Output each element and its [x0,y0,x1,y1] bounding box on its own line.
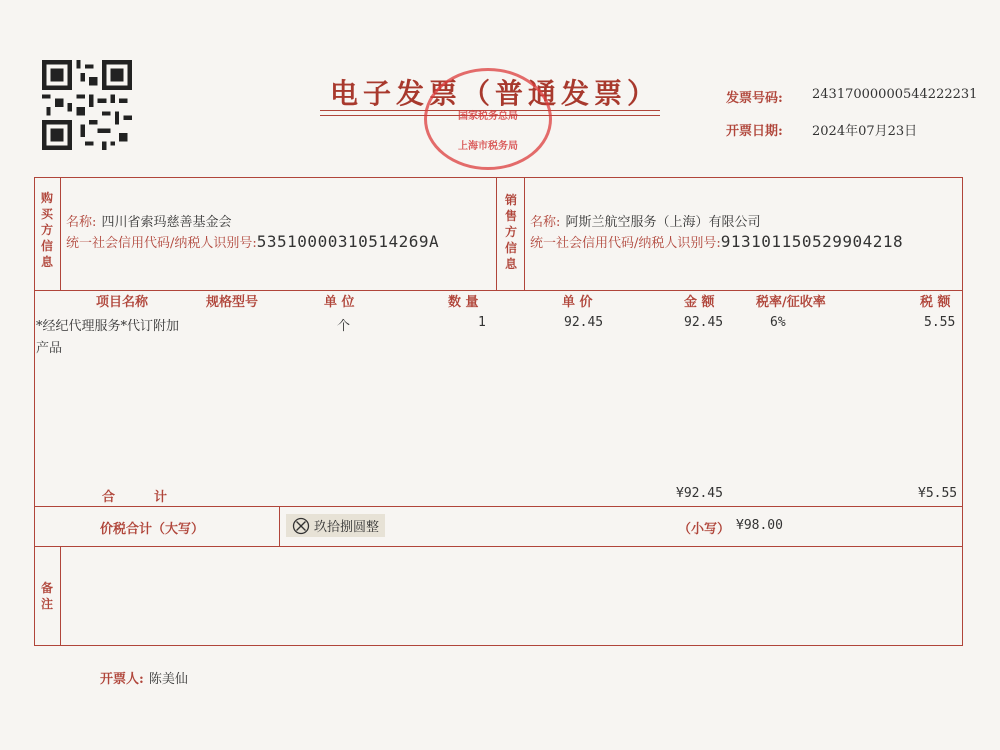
issue-date-label: 开票日期: [726,124,783,139]
seller-name-label: 名称: [530,215,561,230]
buyer-name-label: 名称: [66,215,97,230]
item-tax: 5.55 [924,315,956,330]
grand-total-small-label: （小写） [678,522,731,537]
issuer-name: 陈美仙 [148,672,188,687]
buyer-taxid-label: 统一社会信用代码/纳税人识别号: [66,236,257,251]
divider [496,177,497,290]
divider [279,506,280,546]
divider [34,506,963,507]
col-unit: 单 位 [324,295,355,310]
item-tax-rate: 6% [770,315,786,330]
issue-date: 2024年07月23日 [812,124,918,139]
col-spec: 规格型号 [206,295,259,310]
item-amount: 92.45 [684,315,724,330]
cross-circle-icon [292,517,310,535]
item-qty: 1 [478,315,486,330]
buyer-name-row [66,211,232,230]
seller-taxid-label: 统一社会信用代码/纳税人识别号: [530,236,721,251]
item-unit: 个 [337,319,351,334]
seller-section-label: 销售方信息 [504,193,517,271]
col-price: 单 价 [562,295,593,310]
grand-total-words: 玖拾捌圆整 [314,520,380,535]
total-label: 合 计 [102,490,168,505]
total-amount: ¥92.45 [676,486,723,501]
seller-name-row [530,211,761,230]
issuer-row [100,668,188,687]
col-tax: 税 额 [920,295,951,310]
buyer-taxid: 53510000310514269A [256,232,440,251]
qr-code [42,60,132,150]
item-name-line1: *经纪代理服务*代订附加 [36,319,180,334]
divider [60,177,61,290]
divider [34,546,963,547]
divider [524,177,525,290]
seller-taxid-row [530,232,903,251]
item-name-line2: 产品 [36,341,63,356]
invoice-number-label: 发票号码: [726,91,783,106]
grand-total-small: ¥98.00 [736,518,783,533]
col-tax-rate: 税率/征收率 [756,295,826,310]
seller-taxid: 913101150529904218 [720,232,904,251]
invoice-title: 电子发票（普通发票） [330,77,661,110]
col-item-name: 项目名称 [96,295,149,310]
item-price: 92.45 [564,315,604,330]
total-tax: ¥5.55 [918,486,958,501]
col-amount: 金 额 [684,295,715,310]
divider [60,546,61,646]
tax-bureau-seal: 国家税务总局 上海市税务局 [424,68,552,170]
remarks-label: 备注 [40,581,53,611]
grand-total-words-box [286,514,385,537]
issuer-label: 开票人: [100,672,144,687]
invoice-number: 24317000000544222231 [812,87,978,102]
buyer-name: 四川省索玛慈善基金会 [101,215,232,230]
buyer-taxid-row [66,232,439,251]
grand-total-label: 价税合计（大写） [100,522,205,537]
seller-name: 阿斯兰航空服务（上海）有限公司 [565,215,761,230]
col-qty: 数 量 [448,295,479,310]
buyer-section-label: 购买方信息 [40,191,53,269]
